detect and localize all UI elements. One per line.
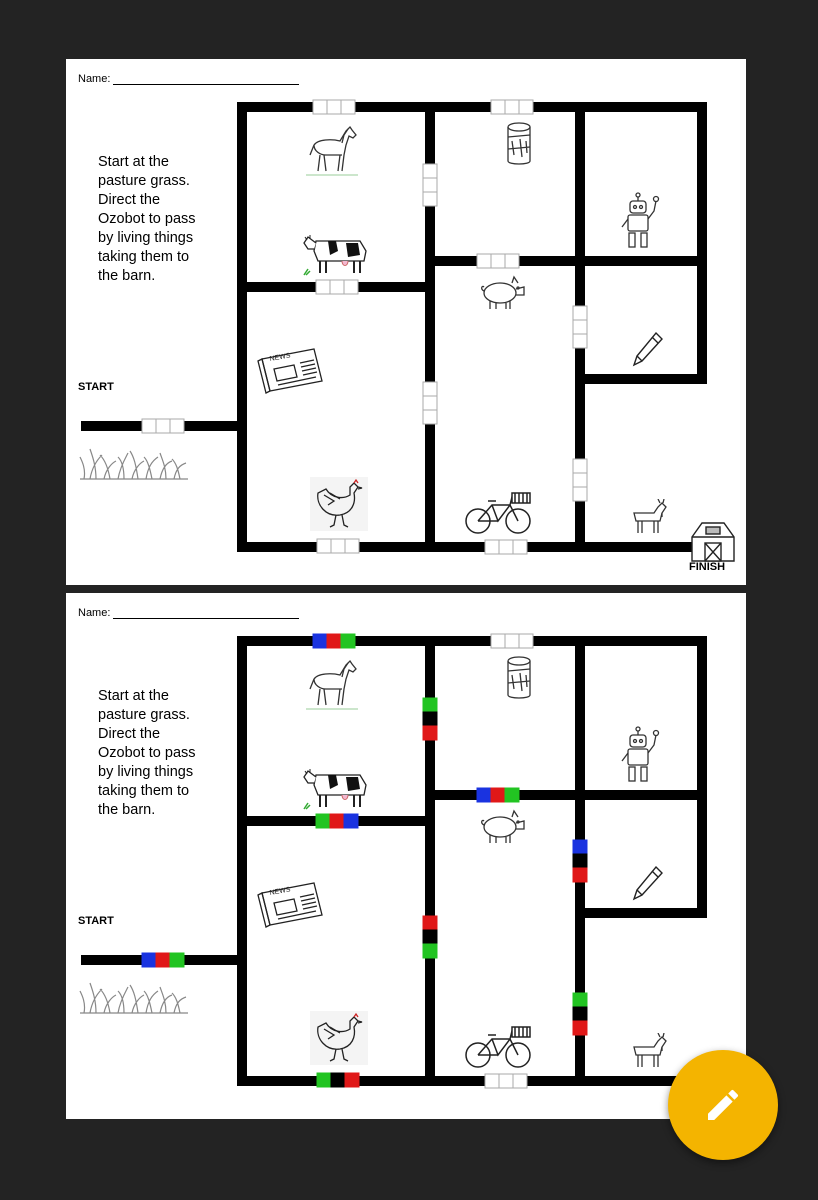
code-cell xyxy=(316,280,330,294)
code-slot-right-divider-upper[interactable] xyxy=(573,306,587,348)
barn-icon xyxy=(688,519,738,563)
code-slot-bottom-wall-left[interactable] xyxy=(317,1073,359,1087)
code-cell xyxy=(573,487,587,501)
code-slot-left-room-mid-wall[interactable] xyxy=(316,280,358,294)
code-cell xyxy=(499,540,513,554)
name-label-text: Name: xyxy=(78,607,111,619)
instruction-line: the barn. xyxy=(98,268,156,284)
code-cell xyxy=(423,916,437,930)
code-cell xyxy=(573,306,587,320)
bicycle-icon xyxy=(462,1025,534,1071)
code-cell xyxy=(423,178,437,192)
worksheet-blank xyxy=(66,59,746,585)
code-cell xyxy=(313,100,327,114)
code-cell xyxy=(423,192,437,206)
pig-icon xyxy=(478,807,528,847)
soda-can-icon xyxy=(504,655,534,701)
code-cell xyxy=(313,634,327,648)
code-cell xyxy=(513,540,527,554)
start-label: START xyxy=(78,381,114,393)
code-cell xyxy=(423,164,437,178)
code-cell xyxy=(423,382,437,396)
code-cell xyxy=(327,634,341,648)
code-cell xyxy=(156,419,170,433)
instruction-line: the barn. xyxy=(98,802,156,818)
instruction-line: Start at the xyxy=(98,154,169,170)
code-cell xyxy=(423,712,437,726)
code-slot-left-room-mid-wall[interactable] xyxy=(316,814,358,828)
svg-text:NEWS: NEWS xyxy=(269,352,292,363)
code-slot-top-wall-middle-room[interactable] xyxy=(491,634,533,648)
code-slot-divider-upper-left[interactable] xyxy=(423,698,437,740)
code-cell xyxy=(345,1073,359,1087)
horse-icon xyxy=(304,121,360,179)
code-cell xyxy=(142,419,156,433)
code-slot-middle-room-mid-wall[interactable] xyxy=(477,788,519,802)
code-cell xyxy=(327,100,341,114)
code-cell xyxy=(423,944,437,958)
code-slot-divider-upper-left[interactable] xyxy=(423,164,437,206)
goat-icon xyxy=(628,1033,668,1071)
code-slot-start-path[interactable] xyxy=(142,419,184,433)
code-slot-middle-room-mid-wall[interactable] xyxy=(477,254,519,268)
cow-icon xyxy=(302,765,374,811)
instruction-line: by living things xyxy=(98,764,194,780)
code-cell xyxy=(331,1073,345,1087)
code-cell xyxy=(423,396,437,410)
svg-text:NEWS: NEWS xyxy=(269,886,292,897)
code-slot-bottom-wall-middle[interactable] xyxy=(485,540,527,554)
instruction-line: taking them to xyxy=(98,783,190,799)
code-cell xyxy=(491,100,505,114)
code-cell xyxy=(573,840,587,854)
code-cell xyxy=(170,953,184,967)
start-label: START xyxy=(78,915,114,927)
robot-icon xyxy=(616,191,662,251)
instruction-line: Direct the xyxy=(98,192,161,208)
code-cell xyxy=(505,254,519,268)
code-cell xyxy=(423,930,437,944)
code-cell xyxy=(485,1074,499,1088)
pencil-icon xyxy=(632,863,664,901)
code-cell xyxy=(341,634,355,648)
code-cell xyxy=(423,410,437,424)
code-cell xyxy=(331,539,345,553)
code-cell xyxy=(505,634,519,648)
instruction-line: Start at the xyxy=(98,688,169,704)
goat-icon xyxy=(628,499,668,537)
name-label-text: Name: xyxy=(78,73,111,85)
code-slot-top-wall-left-room[interactable] xyxy=(313,634,355,648)
code-cell xyxy=(573,868,587,882)
code-cell xyxy=(317,539,331,553)
code-cell xyxy=(505,788,519,802)
finish-label: FINISH xyxy=(689,561,726,573)
horse-icon xyxy=(304,655,360,713)
newspaper-icon xyxy=(256,347,328,395)
code-cell xyxy=(573,320,587,334)
edit-fab-button[interactable] xyxy=(668,1050,778,1160)
code-slot-right-divider-lower[interactable] xyxy=(573,459,587,501)
code-slot-top-wall-middle-room[interactable] xyxy=(491,100,533,114)
instruction-line: pasture grass. xyxy=(98,173,190,189)
robot-icon xyxy=(616,725,662,785)
code-cell xyxy=(477,254,491,268)
grass-icon xyxy=(78,441,190,481)
code-slot-top-wall-left-room[interactable] xyxy=(313,100,355,114)
cow-icon xyxy=(302,231,374,277)
code-cell xyxy=(423,698,437,712)
soda-can-icon xyxy=(504,121,534,167)
edit-pencil-icon xyxy=(703,1085,743,1125)
code-cell xyxy=(344,814,358,828)
instruction-line: Direct the xyxy=(98,726,161,742)
code-slot-bottom-wall-left[interactable] xyxy=(317,539,359,553)
code-cell xyxy=(491,634,505,648)
grass-icon xyxy=(78,975,190,1015)
worksheet-coded xyxy=(66,593,746,1119)
code-cell xyxy=(491,788,505,802)
code-cell xyxy=(142,953,156,967)
code-cell xyxy=(499,1074,513,1088)
code-cell xyxy=(170,419,184,433)
code-cell xyxy=(519,100,533,114)
code-cell xyxy=(519,634,533,648)
code-slot-divider-lower-left[interactable] xyxy=(423,382,437,424)
chicken-icon xyxy=(310,1011,368,1065)
code-cell xyxy=(316,814,330,828)
instruction-line: pasture grass. xyxy=(98,707,190,723)
code-cell xyxy=(573,1021,587,1035)
code-cell xyxy=(341,100,355,114)
code-cell xyxy=(344,280,358,294)
pencil-icon xyxy=(632,329,664,367)
code-cell xyxy=(573,334,587,348)
code-slot-right-divider-upper[interactable] xyxy=(573,840,587,882)
code-cell xyxy=(156,953,170,967)
code-cell xyxy=(505,100,519,114)
code-slot-right-divider-lower[interactable] xyxy=(573,993,587,1035)
instruction-line: Ozobot to pass xyxy=(98,211,196,227)
code-cell xyxy=(330,814,344,828)
code-cell xyxy=(513,1074,527,1088)
code-cell xyxy=(573,1007,587,1021)
code-cell xyxy=(573,459,587,473)
instruction-line: Ozobot to pass xyxy=(98,745,196,761)
instruction-line: by living things xyxy=(98,230,194,246)
code-slot-bottom-wall-middle[interactable] xyxy=(485,1074,527,1088)
code-cell xyxy=(330,280,344,294)
code-cell xyxy=(573,473,587,487)
code-cell xyxy=(573,993,587,1007)
chicken-icon xyxy=(310,477,368,531)
code-cell xyxy=(423,726,437,740)
code-cell xyxy=(485,540,499,554)
instruction-line: taking them to xyxy=(98,249,190,265)
pig-icon xyxy=(478,273,528,313)
code-slot-start-path[interactable] xyxy=(142,953,184,967)
code-cell xyxy=(573,854,587,868)
code-slot-divider-lower-left[interactable] xyxy=(423,916,437,958)
code-cell xyxy=(477,788,491,802)
code-cell xyxy=(317,1073,331,1087)
code-cell xyxy=(491,254,505,268)
newspaper-icon xyxy=(256,881,328,929)
bicycle-icon xyxy=(462,491,534,537)
code-cell xyxy=(345,539,359,553)
